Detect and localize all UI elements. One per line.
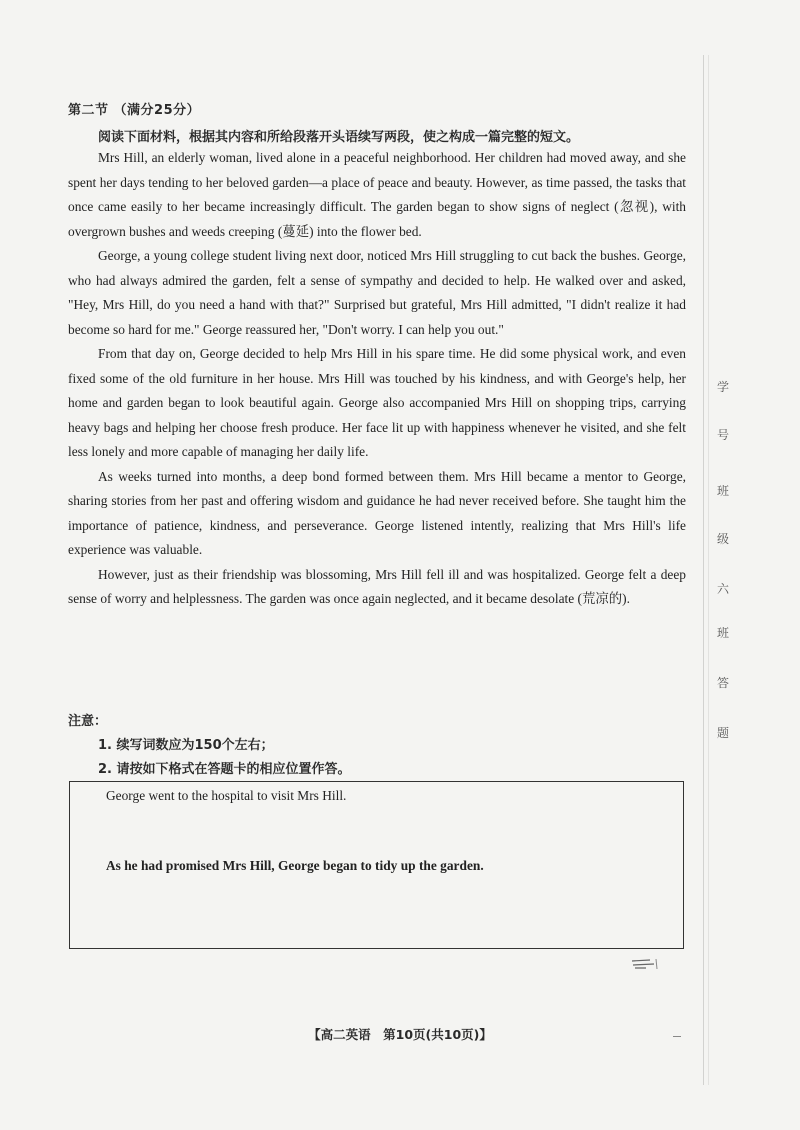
- side-margin-char: 班: [716, 484, 729, 498]
- answer-box[interactable]: [69, 781, 684, 949]
- section-title: 第二节 （满分25分）: [68, 103, 201, 118]
- side-margin-char: 级: [716, 532, 729, 546]
- page-footer: 【高二英语 第10页(共10页)】: [308, 1027, 492, 1042]
- reading-passage: [68, 146, 686, 612]
- side-margin-char: 班: [716, 626, 729, 640]
- notes-heading: 注意：: [68, 714, 108, 729]
- passage-paragraph: As weeks turned into months, a deep bond formed between them. Mrs Hill became a mentor to George, sharing stories from her past and offering wisdom and guidance he had never received before. She taught him the importance of patience, kindness, and perseverance. George listened intently, realizing that Mrs Hill's life experience was valuable.: [68, 468, 686, 557]
- passage-paragraph: Mrs Hill, an elderly woman, lived alone in a peaceful neighborhood. Her children had moved away, and she spent her days tending to her beloved garden—a place of peace and beauty. However, as time passed, the tasks that once came easily to her became increasingly difficult. The garden began to show signs of neglect (忽视), with overgrown bushes and weeds creeping (蔓延) into the flower bed.: [68, 150, 686, 239]
- side-margin-char: 号: [716, 428, 729, 442]
- footer-mark: [673, 1036, 681, 1037]
- margin-rule-inner: [708, 55, 709, 1085]
- passage-paragraph: George, a young college student living next door, noticed Mrs Hill struggling to cut back the bushes. George, who had always admired the garden, felt a sense of sympathy and decided to help. He walked over and asked, "Hey, Mrs Hill, do you need a hand with that?" Surprised but grateful, Mrs Hill admitted, "I didn't realize it had become so hard for me." George reassured her, "Don't worry. I can help you out.": [68, 248, 686, 337]
- pen-mark-scribble: [630, 957, 660, 971]
- side-margin-char: 题: [716, 726, 729, 740]
- section-instruction: 阅读下面材料，根据其内容和所给段落开头语续写两段，使之构成一篇完整的短文。: [98, 130, 580, 145]
- passage-paragraph: From that day on, George decided to help Mrs Hill in his spare time. He did some physical work, and even fixed some of the old furniture in her house. Mrs Hill was touched by his kindness, and with George's help, her home and garden began to look beautiful again. George also accompanied Mrs Hill on shopping trips, carrying heavy bags and helping her choose fresh produce. Her face lit up with happiness whenever he visited, and she felt less lonely and more capable of managing her daily life.: [68, 346, 686, 459]
- side-margin-char: 答: [716, 676, 729, 690]
- side-margin-char: 学: [716, 380, 729, 394]
- note-item: 2. 请按如下格式在答题卡的相应位置作答。: [98, 762, 351, 777]
- paragraph-opening-1: George went to the hospital to visit Mrs Hill.: [106, 788, 347, 803]
- passage-paragraph: However, just as their friendship was blossoming, Mrs Hill fell ill and was hospitalized. George felt a deep sense of worry and helplessness. The garden was once again neglected, and it became desolate (荒凉的).: [68, 566, 686, 606]
- side-margin-char: 六: [716, 582, 729, 596]
- margin-rule: [703, 55, 704, 1085]
- note-item: 1. 续写词数应为150个左右；: [98, 738, 274, 753]
- paragraph-opening-2: As he had promised Mrs Hill, George began to tidy up the garden.: [106, 858, 484, 873]
